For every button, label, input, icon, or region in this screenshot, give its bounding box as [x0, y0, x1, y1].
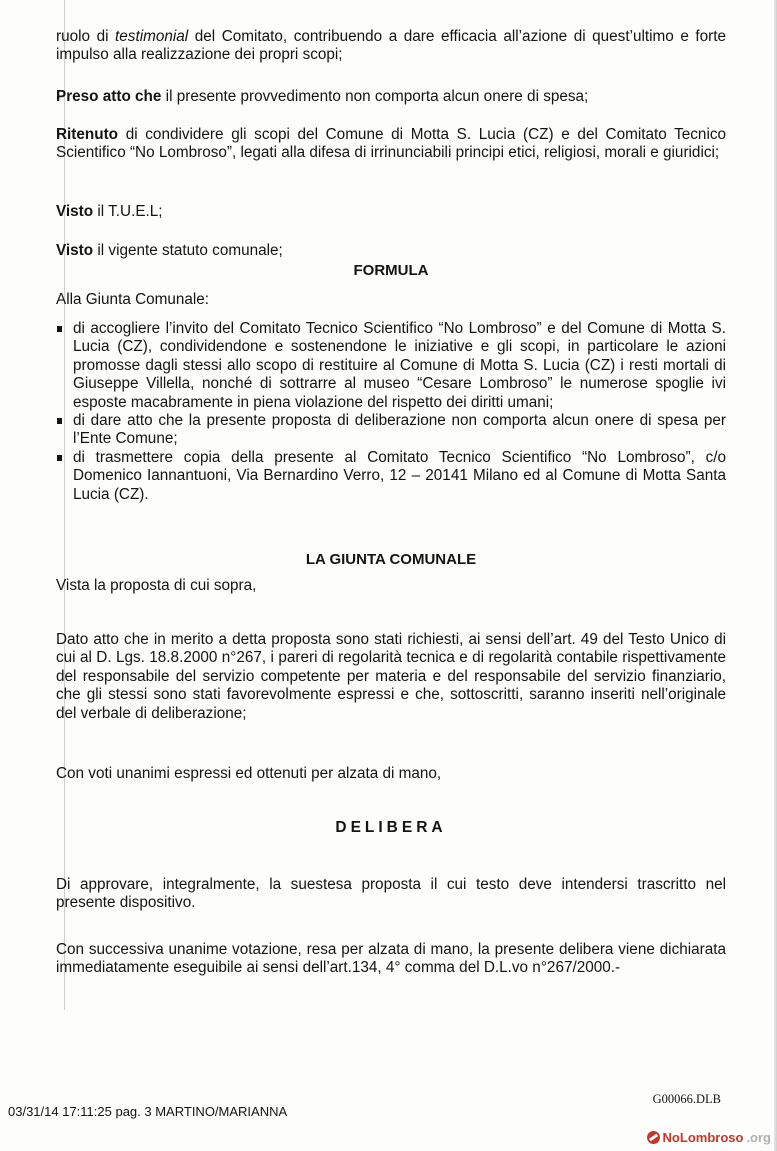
paragraph-successiva-votazione: Con successiva unanime votazione, resa per alzata di mano, la presente delibera viene dichiarata immediatamente eseguibile ai sensi dell’art.134, 4° comma del D.L.vo n°267/2000.- [56, 941, 726, 977]
paragraph-visto-statuto [56, 242, 726, 260]
print-info: 03/31/14 17:11:25 pag. 3 MARTINO/MARIANNA [8, 1104, 288, 1119]
watermark [647, 1130, 771, 1145]
bold-lead: Preso atto che [56, 88, 162, 105]
paragraph-preso-atto [56, 88, 726, 106]
text-run: il T.U.E.L; [93, 203, 163, 220]
paragraph-dato-atto: Dato atto che in merito a detta proposta sono stati richiesti, ai sensi dell’art. 49 del Testo Unico di cui al D. Lgs. 18.8.2000 n°267, i pareri di regolarità tecnica e di regolarità contabile rispettivamente del responsabile del servizio competente per materia e del responsabile del servizio finanziario, che gli stessi sono stati favorevolmente espressi e che, sottoscritti, saranno inseriti nell’originale del verbale di deliberazione; [56, 631, 726, 722]
paragraph-approvare: Di approvare, integralmente, la suestesa proposta il cui testo deve intendersi trascritto nel presente dispositivo. [56, 876, 726, 912]
text-run: il vigente statuto comunale; [93, 242, 283, 259]
paragraph-visto-tuel [56, 203, 726, 221]
bold-lead: Ritenuto [56, 126, 119, 143]
text-run: il presente provvedimento non comporta alcun onere di spesa; [161, 88, 589, 105]
heading-delibera: DELIBERA [335, 819, 447, 836]
watermark-domain: .org [746, 1130, 771, 1145]
no-sign-icon [647, 1131, 660, 1144]
heading-giunta-comunale: LA GIUNTA COMUNALE [305, 551, 477, 568]
paragraph-alla-giunta: Alla Giunta Comunale: [56, 291, 210, 308]
list-item: di dare atto che la presente proposta di deliberazione non comporta alcun onere di spesa per l’Ente Comune; [56, 412, 726, 449]
list-item: di accogliere l’invito del Comitato Tecnico Scientifico “No Lombroso” e del Comune di Motta S. Lucia (CZ), condividendone e sostenendone le iniziative e gli scopi, in particolare le azioni promosse dagli stessi allo scopo di restituire al Comune di Motta S. Lucia (CZ) i resti mortali di Giuseppe Villella, nonché di sottrarre al museo “Cesare Lombroso” le numerose spoglie ivi esposte macabramente in piena violazione del rispetto dei diritti umani; [56, 320, 726, 412]
text-run: di condividere gli scopi del Comune di Motta S. Lucia (CZ) e del Comitato Tecnico Scientifico “No Lombroso”, legati alla difesa di irrinunciabili principi etici, religiosi, morali e giuridici; [56, 126, 726, 162]
bold-lead: Visto [56, 203, 94, 220]
text-run: ruolo di [56, 28, 116, 45]
formula-bullet-list [56, 320, 726, 504]
list-item: di trasmettere copia della presente al Comitato Tecnico Scientifico “No Lombroso”, c/o Domenico Iannantuoni, Via Bernardino Verro, 12 – 20141 Milano ed al Comune di Motta Santa Lucia (CZ). [56, 449, 726, 504]
paragraph-testimonial [56, 28, 726, 65]
heading-formula: FORMULA [353, 262, 429, 279]
bold-lead: Visto [56, 242, 94, 259]
paragraph-voti-unanimi: Con voti unanimi espressi ed ottenuti per alzata di mano, [56, 765, 442, 782]
document-code: G00066.DLB [652, 1092, 721, 1106]
watermark-text: NoLombroso [662, 1130, 744, 1145]
text-run: del Comitato, contribuendo a dare efficacia all’azione di quest’ultimo e forte impulso alla realizzazione dei propri scopi; [56, 28, 727, 64]
paragraph-ritenuto [56, 126, 726, 163]
italic-term: testimonial [115, 28, 189, 45]
paragraph-vista-proposta: Vista la proposta di cui sopra, [56, 577, 257, 594]
